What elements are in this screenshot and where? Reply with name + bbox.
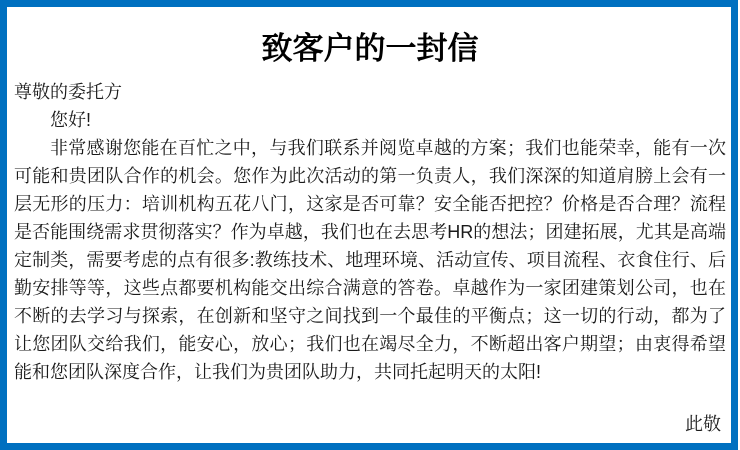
letter-line: 勤安排等等，这些点都要机构能交出综合满意的答卷。卓越作为一家团建策划公司，也在 (14, 278, 726, 298)
letter-line: 不断的去学习与探索，在创新和坚守之间找到一个最佳的平衡点；这一切的行动，都为了 (14, 306, 726, 326)
letter-line: 您好! (50, 110, 92, 130)
letter-line: 定制类，需要考虑的点有很多:教练技术、地理环境、活动宣传、项目流程、衣食住行、后 (14, 250, 726, 270)
letter-line: 可能和贵团队合作的机会。您作为此次活动的第一负责人，我们深深的知道肩膀上会有一 (14, 166, 726, 186)
letter-line: 尊敬的委托方 (14, 82, 122, 102)
letter-body (14, 78, 726, 438)
letter-lines (14, 78, 726, 386)
letter-line: 让您团队交给我们，能安心，放心；我们也在竭尽全力，不断超出客户期望；由衷得希望 (14, 334, 726, 354)
letter-line: 层无形的压力：培训机构五花八门，这家是否可靠？安全能否把控？价格是否合理？流程 (14, 194, 726, 214)
letter-line: 是否能围绕需求贯彻落实？作为卓越，我们也在去思考HR的想法；团建拓展，尤其是高端 (14, 222, 726, 242)
letter-closing: 此敬 (685, 414, 721, 434)
page-title: 致客户的一封信 (261, 31, 479, 66)
letter-line: 非常感谢您能在百忙之中，与我们联系并阅览卓越的方案；我们也能荣幸，能有一次 (50, 138, 726, 158)
letter-line: 能和您团队深度合作，让我们为贵团队助力，共同托起明天的太阳! (14, 362, 541, 382)
